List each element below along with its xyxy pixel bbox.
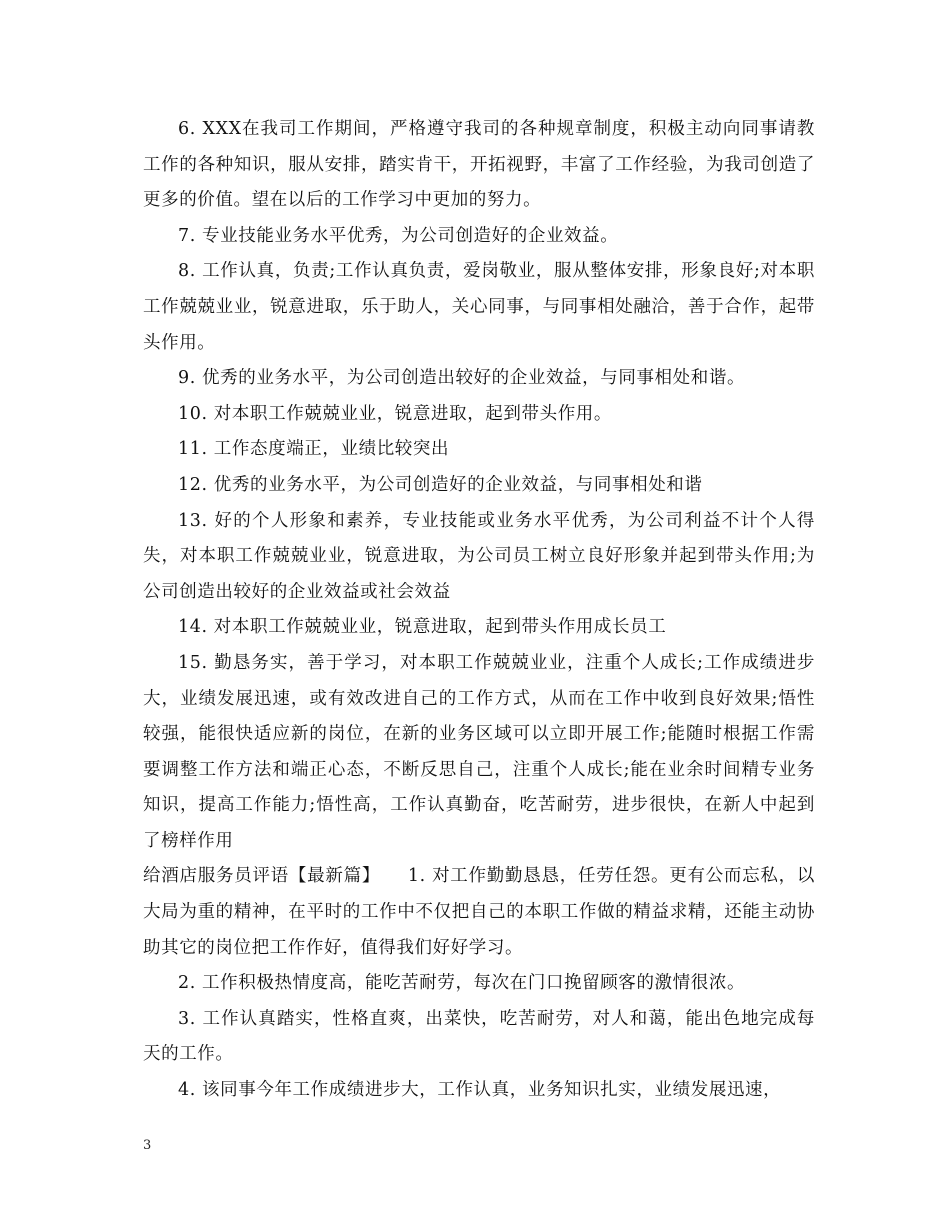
paragraph-item-13: 13. 好的个人形象和素养，专业技能或业务水平优秀，为公司利益不计个人得失，对本职工作兢兢业业，锐意进取，为公司员工树立良好形象并起到带头作用;为公司创造出较好的企业效益或社会效益 xyxy=(143,510,815,602)
paragraph-item-7: 7. 专业技能业务水平优秀，为公司创造好的企业效益。 xyxy=(178,225,619,246)
paragraph-item-2: 2. 工作积极热情度高，能吃苦耐劳，每次在门口挽留顾客的激情很浓。 xyxy=(178,973,746,994)
paragraph-item-6: 6. XXX在我司工作期间，严格遵守我司的各种规章制度，积极主动向同事请教工作的各种知识，服从安排，踏实肯干，开拓视野，丰富了工作经验，为我司创造了更多的价值。望在以后的工作学习中更加的努力。 xyxy=(143,119,815,211)
section-heading-with-item-1: 给酒店服务员评语【最新篇】 1. 对工作勤勤恳恳，任劳任怨。更有公而忘私，以大局为重的精神，在平时的工作中不仅把自己的本职工作做的精益求精，还能主动协助其它的岗位把工作作好，值得我们好好学习。 xyxy=(143,866,815,958)
paragraph-item-12: 12. 优秀的业务水平，为公司创造好的企业效益，与同事相处和谐 xyxy=(178,474,703,495)
paragraph-item-14: 14. 对本职工作兢兢业业，锐意进取，起到带头作用成长员工 xyxy=(178,617,667,638)
page-number: 3 xyxy=(143,1138,152,1153)
paragraph-item-11: 11. 工作态度端正，业绩比较突出 xyxy=(178,439,450,460)
document-body xyxy=(143,112,815,1109)
paragraph-item-3: 3. 工作认真踏实，性格直爽，出菜快，吃苦耐劳，对人和蔼，能出色地完成每天的工作。 xyxy=(143,1008,815,1065)
paragraph-item-10: 10. 对本职工作兢兢业业，锐意进取，起到带头作用。 xyxy=(178,403,612,424)
paragraph-item-9: 9. 优秀的业务水平，为公司创造出较好的企业效益，与同事相处和谐。 xyxy=(178,368,746,389)
paragraph-item-15: 15. 勤恳务实，善于学习，对本职工作兢兢业业，注重个人成长;工作成绩进步大，业绩发展迅速，或有效改进自己的工作方式，从而在工作中收到良好效果;悟性较强，能很快适应新的岗位，在新的业务区域可以立即开展工作;能随时根据工作需要调整工作方法和端正心态，不断反思自己，注重个人成长;能在业余时间精专业务知识，提高工作能力;悟性高，工作认真勤奋，吃苦耐劳，进步很快，在新人中起到了榜样作用 xyxy=(143,652,815,851)
paragraph-item-4: 4. 该同事今年工作成绩进步大，工作认真，业务知识扎实，业绩发展迅速， xyxy=(178,1080,782,1101)
paragraph-item-8: 8. 工作认真，负责;工作认真负责，爱岗敬业，服从整体安排，形象良好;对本职工作兢兢业业，锐意进取，乐于助人，关心同事，与同事相处融洽，善于合作，起带头作用。 xyxy=(143,261,815,353)
